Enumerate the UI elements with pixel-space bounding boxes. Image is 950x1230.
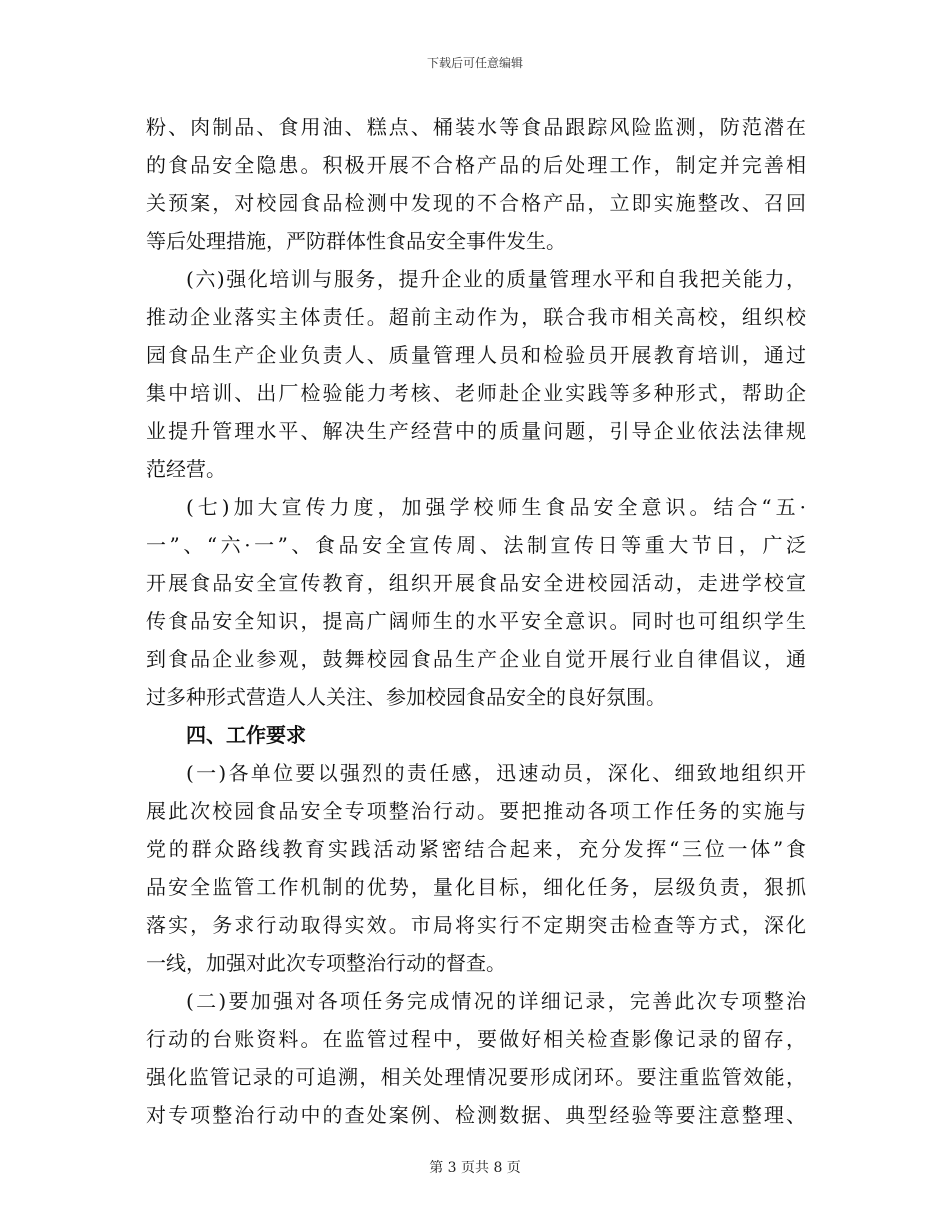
text-line: 一线，加强对此次专项整治行动的督查。	[146, 951, 506, 975]
text-line: 党的群众路线教育实践活动紧密结合起来，充分发挥“三位一体”食	[146, 837, 806, 861]
paragraph	[146, 754, 806, 982]
section-heading	[146, 716, 806, 754]
text-line: 开展食品安全宣传教育，组织开展食品安全进校园活动，走进学校宣	[146, 571, 806, 595]
document-body	[146, 108, 806, 1134]
page-number: 第 3 页共 8 页	[429, 1160, 521, 1176]
text-line: 集中培训、出厂检验能力考核、老师赴企业实践等多种形式，帮助企	[146, 381, 806, 405]
text-line: 粉、肉制品、食用油、糕点、桶装水等食品跟踪风险监测，防范潜在	[146, 115, 806, 139]
text-line: 一”、“六·一”、食品安全宣传周、法制宣传日等重大节日，广泛	[146, 533, 806, 557]
text-line: 对专项整治行动中的查处案例、检测数据、典型经验等要注意整理、	[146, 1103, 806, 1127]
text-line: 过多种形式营造人人关注、参加校园食品安全的良好氛围。	[146, 685, 666, 709]
paragraph	[146, 488, 806, 716]
text-line: 到食品企业参观，鼓舞校园食品生产企业自觉开展行业自律倡议，通	[146, 647, 806, 671]
text-line: 范经营。	[146, 457, 226, 481]
text-line: 展此次校园食品安全专项整治行动。要把推动各项工作任务的实施与	[146, 799, 806, 823]
text-line: (七)加大宣传力度，加强学校师生食品安全意识。结合“五·	[186, 495, 806, 519]
page-header: 下载后可任意编辑	[426, 56, 523, 70]
paragraph	[146, 108, 806, 260]
text-line: 业提升管理水平、解决生产经营中的质量问题，引导企业依法法律规	[146, 419, 806, 443]
text-line: 强化监管记录的可追溯，相关处理情况要形成闭环。要注重监管效能，	[146, 1065, 806, 1089]
text-line: (二)要加强对各项任务完成情况的详细记录，完善此次专项整治	[186, 989, 806, 1013]
text-line: 传食品安全知识，提高广阔师生的水平安全意识。同时也可组织学生	[146, 609, 806, 633]
text-line: 园食品生产企业负责人、质量管理人员和检验员开展教育培训，通过	[146, 343, 806, 367]
text-line: (一)各单位要以强烈的责任感，迅速动员，深化、细致地组织开	[186, 761, 806, 785]
text-line: 品安全监管工作机制的优势，量化目标，细化任务，层级负责，狠抓	[146, 875, 806, 899]
text-line: 等后处理措施，严防群体性食品安全事件发生。	[146, 229, 566, 253]
paragraph	[146, 260, 806, 488]
paragraph	[146, 982, 806, 1134]
text-line: 的食品安全隐患。积极开展不合格产品的后处理工作，制定并完善相	[146, 153, 806, 177]
text-line: (六)强化培训与服务，提升企业的质量管理水平和自我把关能力，	[186, 267, 806, 291]
text-line: 推动企业落实主体责任。超前主动作为，联合我市相关高校，组织校	[146, 305, 806, 329]
text-line: 落实，务求行动取得实效。市局将实行不定期突击检查等方式，深化	[146, 913, 806, 937]
text-line: 行动的台账资料。在监管过程中，要做好相关检查影像记录的留存，	[146, 1027, 806, 1051]
section-heading-text: 四、工作要求	[186, 723, 306, 747]
text-line: 关预案，对校园食品检测中发现的不合格产品，立即实施整改、召回	[146, 191, 806, 215]
